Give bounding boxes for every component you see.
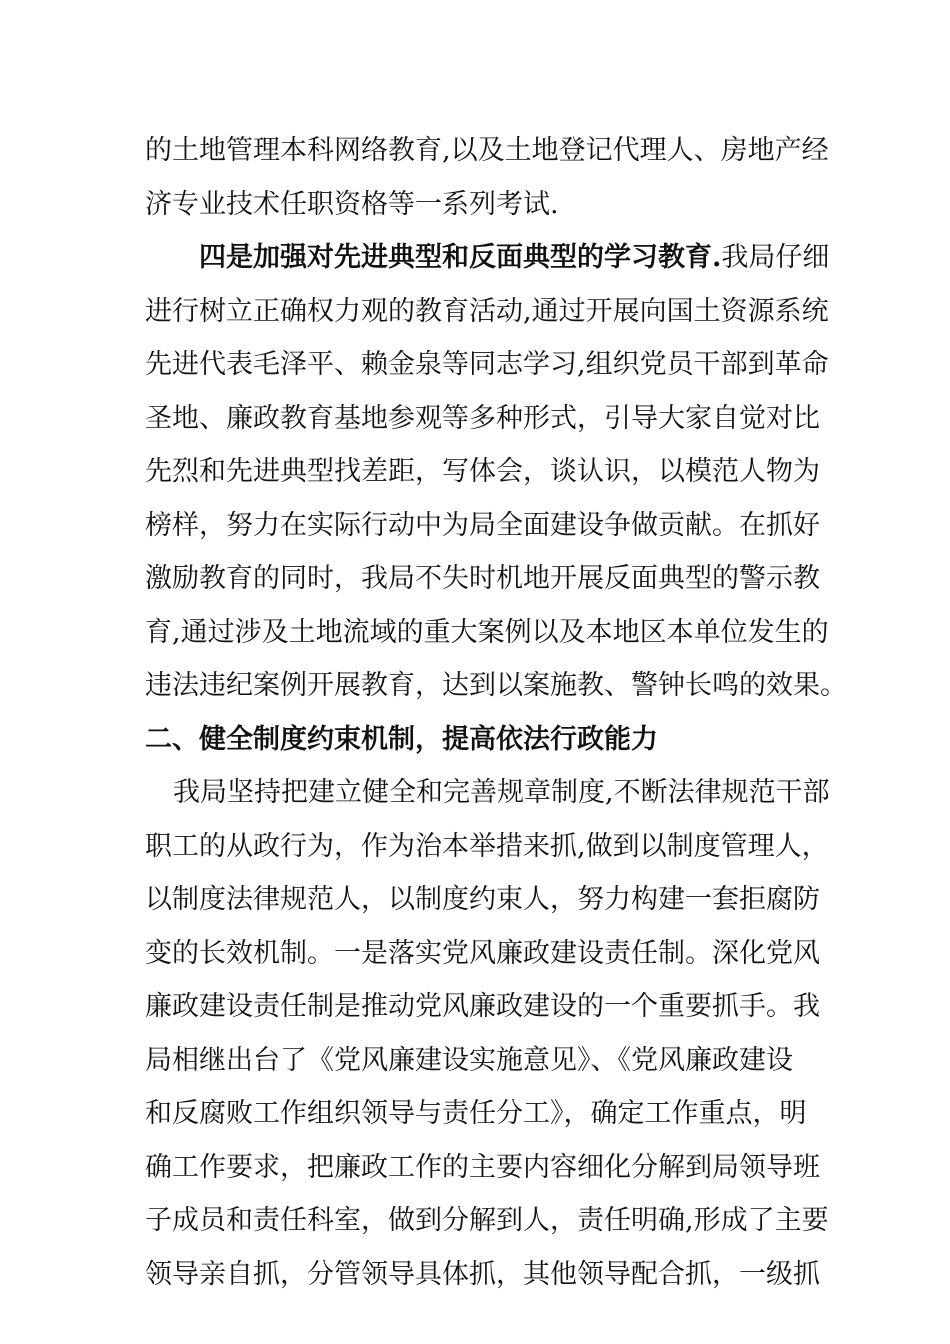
paragraph-start-line: 我局坚持把建立健全和完善规章制度,不断法律规范干部 xyxy=(173,777,830,808)
text-line: 育,通过涉及土地流域的重大案例以及本地区本单位发生的 xyxy=(145,616,829,648)
section-heading: 二、健全制度约束机制，提高依法行政能力 xyxy=(145,723,658,755)
text-line: 变的长效机制。一是落实党风廉政建设责任制。深化党风 xyxy=(145,937,820,969)
text-line: 子成员和责任科室，做到分解到人，责任明确,形成了主要 xyxy=(145,1205,829,1236)
text-line: 和反腐败工作组织领导与责任分工》，确定工作重点，明 xyxy=(145,1098,807,1129)
text-line: 确工作要求，把廉政工作的主要内容细化分解到局领导班 xyxy=(145,1151,820,1183)
bold-lead-sentence: 四是加强对先进典型和反面典型的学习教育. xyxy=(199,242,722,273)
body-text xyxy=(145,128,847,1305)
text-line: 榜样，努力在实际行动中为局全面建设争做贡献。在抓好 xyxy=(145,509,820,541)
text-line: 先烈和先进典型找差距，写体会，谈认识，以模范人物为 xyxy=(145,456,820,487)
text-line: 济专业技术任职资格等一系列考试. xyxy=(145,188,559,220)
text-span: 我局仔细 xyxy=(721,242,830,273)
text-line: 领导亲自抓，分管领导具体抓，其他领导配合抓，一级抓 xyxy=(145,1258,820,1290)
text-line: 违法违纪案例开展教育，达到以案施教、警钟长鸣的效果。 xyxy=(145,670,847,701)
text-line: 以制度法律规范人，以制度约束人，努力构建一套拒腐防 xyxy=(145,884,820,915)
text-line: 的土地管理本科网络教育,以及土地登记代理人、房地产经 xyxy=(145,135,829,166)
paragraph-start-line xyxy=(145,235,830,289)
text-line: 先进代表毛泽平、赖金泉等同志学习,组织党员干部到革命 xyxy=(145,349,829,380)
text-line: 激励教育的同时，我局不失时机地开展反面典型的警示教 xyxy=(145,563,820,594)
text-line: 廉政建设责任制是推动党风廉政建设的一个重要抓手。我 xyxy=(145,991,820,1022)
text-line: 圣地、廉政教育基地参观等多种形式，引导大家自觉对比 xyxy=(145,402,820,434)
text-line: 局相继出台了《党风廉建设实施意见》、《党风廉政建设 xyxy=(145,1044,793,1076)
text-line: 职工的从政行为，作为治本举措来抓,做到以制度管理人， xyxy=(145,830,829,862)
text-line: 进行树立正确权力观的教育活动,通过开展向国土资源系统 xyxy=(145,295,829,327)
